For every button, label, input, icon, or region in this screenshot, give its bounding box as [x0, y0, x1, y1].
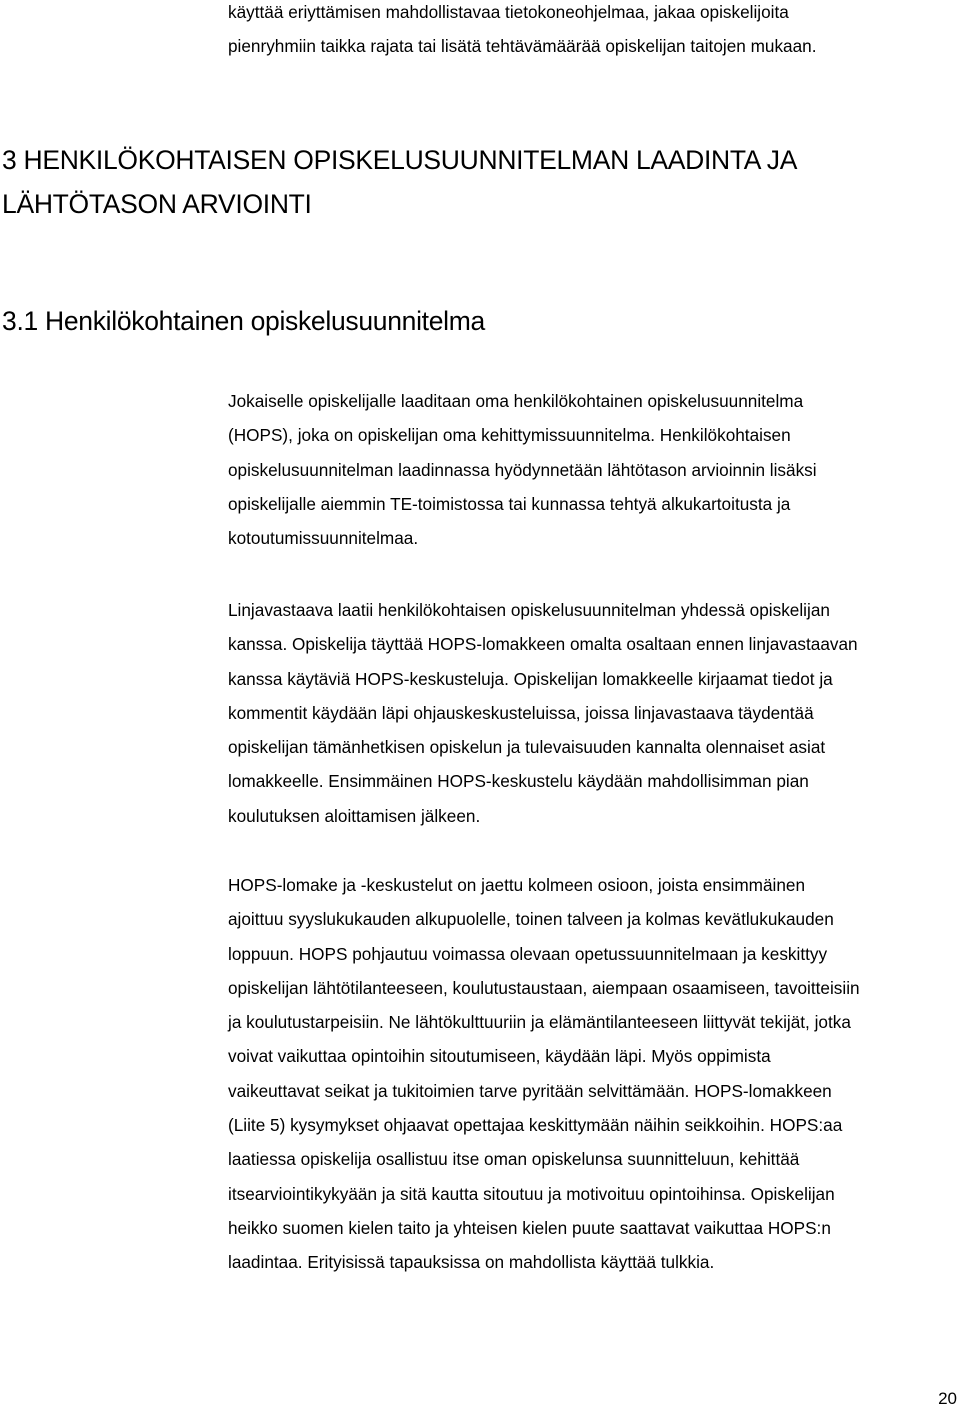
- text-line: HOPS-lomake ja -keskustelut on jaettu kolmeen osioon, joista ensimmäinen: [228, 875, 806, 895]
- text-line: vaikeuttavat seikat ja tukitoimien tarve pyritään selvittämään. HOPS-lomakkeen: [228, 1080, 832, 1101]
- text-line: ajoittuu syyslukukauden alkupuolelle, toinen talveen ja kolmas kevätlukukauden: [228, 909, 834, 930]
- text-line: heikko suomen kielen taito ja yhteisen kielen puute saattavat vaikuttaa HOPS:n: [228, 1217, 831, 1238]
- text-line: (HOPS), joka on opiskelijan oma kehittymissuunnitelma. Henkilökohtaisen: [228, 425, 791, 446]
- chapter-heading-line: 3 HENKILÖKOHTAISEN OPISKELUSUUNNITELMAN LAADINTA JA: [2, 145, 798, 175]
- text-line: koulutuksen aloittamisen jälkeen.: [228, 805, 481, 826]
- text-line: pienryhmiin taikka rajata tai lisätä tehtävämäärää opiskelijan taitojen mukaan.: [228, 36, 817, 57]
- text-line: kommentit käydään läpi ohjauskeskusteluissa, joissa linjavastaava täydentää: [228, 702, 814, 723]
- text-line: opiskelijan lähtötilanteeseen, koulutustaustaan, aiempaan osaamiseen, tavoitteisiin: [228, 977, 860, 998]
- text-line: loppuun. HOPS pohjautuu voimassa olevaan opetussuunnitelmaan ja keskittyy: [228, 943, 828, 964]
- text-line: opiskelusuunnitelman laadinnassa hyödynnetään lähtötason arvioinnin lisäksi: [228, 459, 817, 480]
- text-line: kotoutumissuunnitelmaa.: [228, 528, 419, 549]
- text-line: itsearviointikykyään ja sitä kautta sitoutuu ja motivoituu opintoihinsa. Opiskelijan: [228, 1183, 835, 1204]
- text-line: (Liite 5) kysymykset ohjaavat opettajaa keskittymään näihin seikkoihin. HOPS:aa: [228, 1115, 843, 1136]
- text-line: kanssa käytäviä HOPS-keskusteluja. Opiskelijan lomakkeelle kirjaamat tiedot ja: [228, 668, 833, 689]
- page-number: 20: [938, 1389, 957, 1408]
- intro-paragraph: [228, 0, 958, 64]
- text-line: voivat vaikuttaa opintoihin sitoutumiseen, käydään läpi. Myös oppimista: [228, 1046, 771, 1067]
- text-line: käyttää eriyttämisen mahdollistavaa tietokoneohjelmaa, jakaa opiskelijoita: [228, 2, 789, 22]
- paragraph-hops-intro: [228, 384, 958, 555]
- paragraph-linjavastaava: [228, 593, 958, 833]
- text-line: kanssa. Opiskelija täyttää HOPS-lomakkeen omalta osaltaan ennen linjavastaavan: [228, 634, 858, 655]
- text-line: opiskelijan tämänhetkisen opiskelun ja tulevaisuuden kannalta olennaiset asiat: [228, 737, 826, 758]
- text-line: Linjavastaava laatii henkilökohtaisen opiskelusuunnitelman yhdessä opiskelijan: [228, 600, 830, 620]
- text-line: laatiessa opiskelija osallistuu itse oman opiskelunsa suunnitteluun, kehittää: [228, 1149, 800, 1170]
- chapter-heading: [2, 138, 797, 226]
- section-heading: 3.1 Henkilökohtainen opiskelusuunnitelma: [2, 306, 485, 336]
- paragraph-hops-lomake: [228, 868, 958, 1280]
- text-line: opiskelijalle aiemmin TE-toimistossa tai kunnassa tehtyä alkukartoitusta ja: [228, 493, 791, 514]
- text-line: laadintaa. Erityisissä tapauksissa on mahdollista käyttää tulkkia.: [228, 1252, 715, 1273]
- text-line: ja koulutustarpeisiin. Ne lähtökulttuuriin ja elämäntilanteeseen liittyvät tekijät, jotka: [228, 1012, 851, 1033]
- text-line: lomakkeelle. Ensimmäinen HOPS-keskustelu käydään mahdollisimman pian: [228, 771, 809, 792]
- text-line: Jokaiselle opiskelijalle laaditaan oma henkilökohtainen opiskelusuunnitelma: [228, 391, 804, 411]
- chapter-heading-line: LÄHTÖTASON ARVIOINTI: [2, 189, 312, 219]
